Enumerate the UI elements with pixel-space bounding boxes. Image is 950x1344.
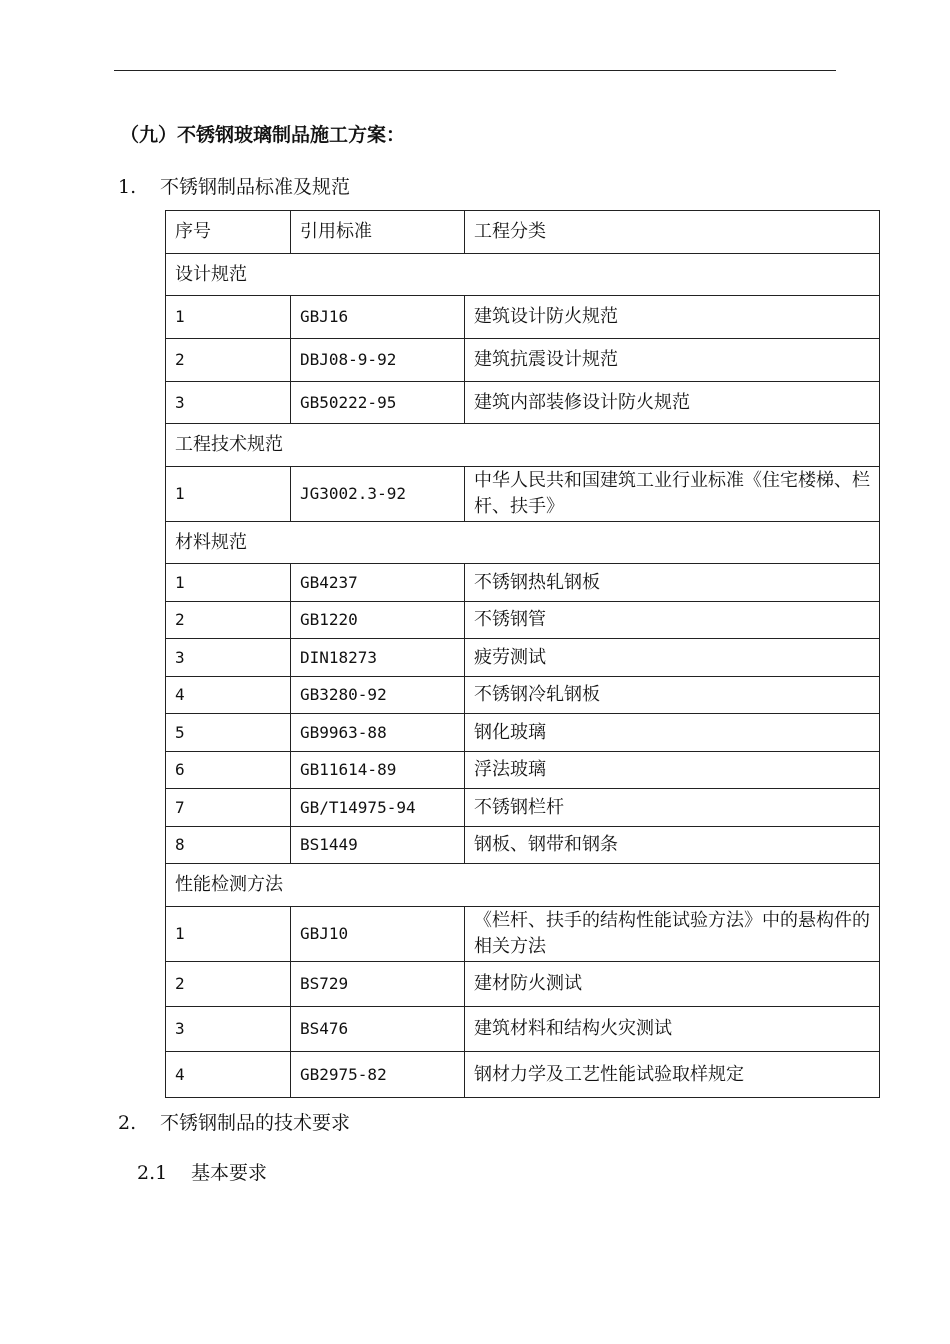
cell-seq: 2 <box>166 339 291 382</box>
cell-category: 不锈钢冷轧钢板 <box>465 677 880 714</box>
cell-category: 《栏杆、扶手的结构性能试验方法》中的悬构件的相关方法 <box>465 907 880 962</box>
cell-seq: 3 <box>166 382 291 424</box>
cell-standard: GB3280-92 <box>291 677 465 714</box>
table-row <box>166 962 880 1007</box>
cell-seq: 2 <box>166 602 291 639</box>
cell-standard: GB1220 <box>291 602 465 639</box>
table-row <box>166 339 880 382</box>
cell-seq: 8 <box>166 827 291 864</box>
header-category: 工程分类 <box>465 211 880 254</box>
cell-standard: GB9963-88 <box>291 714 465 752</box>
section-2-1-heading <box>137 1158 267 1185</box>
cell-standard: GB11614-89 <box>291 752 465 789</box>
cell-standard: BS1449 <box>291 827 465 864</box>
cell-category: 钢化玻璃 <box>465 714 880 752</box>
cell-seq: 3 <box>166 639 291 677</box>
page-heading: （九）不锈钢玻璃制品施工方案： <box>120 124 406 146</box>
cell-category: 建筑设计防火规范 <box>465 296 880 339</box>
cell-category: 建筑抗震设计规范 <box>465 339 880 382</box>
section-2-heading <box>118 1108 350 1135</box>
standards-table <box>165 210 880 1098</box>
table-row <box>166 1052 880 1098</box>
table-row <box>166 752 880 789</box>
cell-standard: BS729 <box>291 962 465 1007</box>
cell-category: 疲劳测试 <box>465 639 880 677</box>
section-1-title: 不锈钢制品标准及规范 <box>160 176 351 198</box>
table-row <box>166 467 880 522</box>
cell-seq: 4 <box>166 677 291 714</box>
cell-standard: JG3002.3-92 <box>291 467 465 522</box>
cell-seq: 5 <box>166 714 291 752</box>
table-row <box>166 827 880 864</box>
cell-standard: DIN18273 <box>291 639 465 677</box>
table-row <box>166 907 880 962</box>
section-2-1-number: 2.1 <box>137 1162 168 1184</box>
table-row <box>166 296 880 339</box>
group-title: 性能检测方法 <box>166 864 880 907</box>
cell-category: 不锈钢管 <box>465 602 880 639</box>
table-row <box>166 564 880 602</box>
cell-seq: 1 <box>166 296 291 339</box>
header-seq: 序号 <box>166 211 291 254</box>
cell-standard: DBJ08-9-92 <box>291 339 465 382</box>
cell-seq: 6 <box>166 752 291 789</box>
header-rule <box>114 70 836 71</box>
table-row <box>166 1007 880 1052</box>
section-1-number: 1. <box>118 176 137 198</box>
cell-category: 建筑材料和结构火灾测试 <box>465 1007 880 1052</box>
cell-standard: BS476 <box>291 1007 465 1052</box>
cell-standard: GB2975-82 <box>291 1052 465 1098</box>
cell-standard: GB50222-95 <box>291 382 465 424</box>
group-row <box>166 254 880 296</box>
cell-seq: 2 <box>166 962 291 1007</box>
cell-standard: GBJ16 <box>291 296 465 339</box>
cell-category: 建筑内部装修设计防火规范 <box>465 382 880 424</box>
section-2-number: 2. <box>118 1112 137 1134</box>
cell-seq: 1 <box>166 467 291 522</box>
group-title: 工程技术规范 <box>166 424 880 467</box>
section-1-heading <box>118 172 350 199</box>
cell-category: 浮法玻璃 <box>465 752 880 789</box>
header-standard: 引用标准 <box>291 211 465 254</box>
cell-category: 钢板、钢带和钢条 <box>465 827 880 864</box>
cell-seq: 1 <box>166 907 291 962</box>
cell-category: 建材防火测试 <box>465 962 880 1007</box>
cell-standard: GBJ10 <box>291 907 465 962</box>
cell-category: 不锈钢栏杆 <box>465 789 880 827</box>
group-row <box>166 864 880 907</box>
cell-seq: 1 <box>166 564 291 602</box>
group-title: 设计规范 <box>166 254 880 296</box>
group-row <box>166 522 880 564</box>
group-title: 材料规范 <box>166 522 880 564</box>
cell-seq: 3 <box>166 1007 291 1052</box>
table-row <box>166 789 880 827</box>
group-row <box>166 424 880 467</box>
table-header-row <box>166 211 880 254</box>
cell-seq: 7 <box>166 789 291 827</box>
cell-category: 不锈钢热轧钢板 <box>465 564 880 602</box>
cell-standard: GB4237 <box>291 564 465 602</box>
table-row <box>166 677 880 714</box>
cell-category: 中华人民共和国建筑工业行业标准《住宅楼梯、栏杆、扶手》 <box>465 467 880 522</box>
table-row <box>166 639 880 677</box>
cell-seq: 4 <box>166 1052 291 1098</box>
section-2-title: 不锈钢制品的技术要求 <box>160 1112 351 1134</box>
cell-standard: GB/T14975-94 <box>291 789 465 827</box>
table-row <box>166 382 880 424</box>
table-row <box>166 714 880 752</box>
cell-category: 钢材力学及工艺性能试验取样规定 <box>465 1052 880 1098</box>
table-row <box>166 602 880 639</box>
section-2-1-title: 基本要求 <box>191 1162 268 1184</box>
